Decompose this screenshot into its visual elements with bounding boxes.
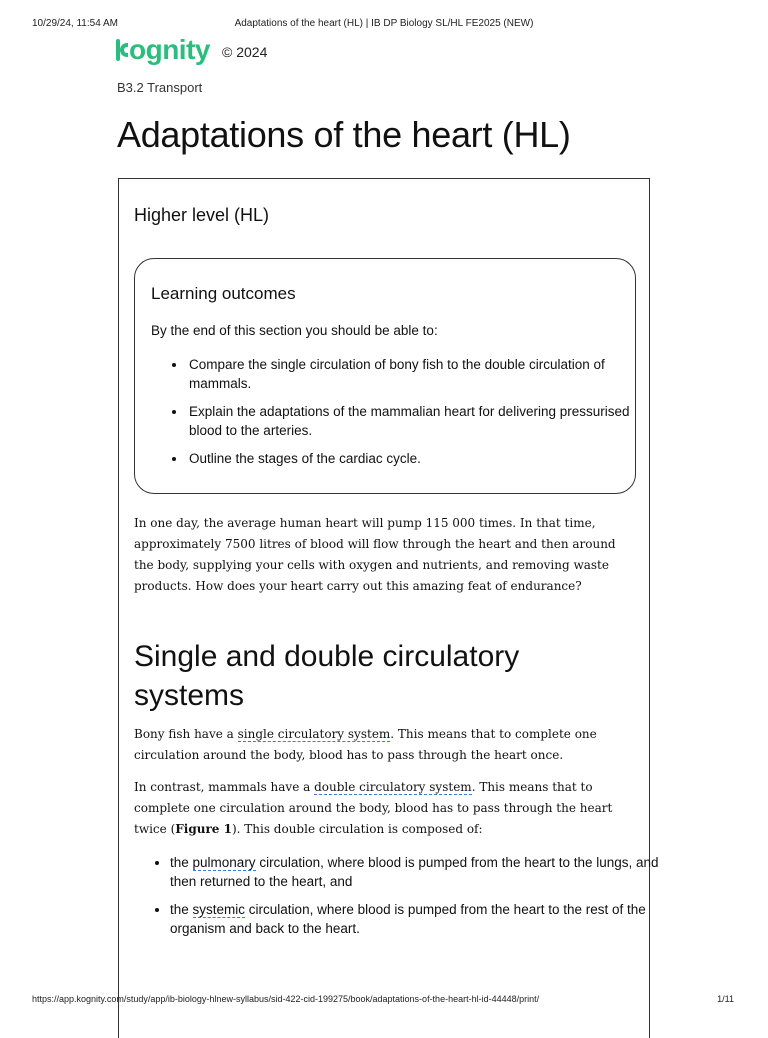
paragraph-double-circulation [134, 777, 639, 840]
kognity-k-icon [116, 37, 128, 63]
learning-outcome-item: • Compare the single circulation of bony fish to the double circulation of mammals. [187, 355, 647, 393]
print-url: https://app.kognity.com/study/app/ib-biology-hlnew-syllabus/sid-422-cid-199275/book/adaptations-of-the-heart-hl-id-44448/print/ [32, 994, 540, 1004]
learning-outcome-item: • Explain the adaptations of the mammalian heart for delivering pressurised blood to the arteries. [187, 402, 647, 440]
kognity-logo[interactable] [116, 34, 210, 66]
page-title: Adaptations of the heart (HL) [117, 114, 571, 155]
brand-row [116, 34, 267, 66]
circulation-list [134, 853, 660, 947]
paragraph-single-circulation [134, 724, 639, 766]
learning-outcome-item: • Outline the stages of the cardiac cycle. [187, 449, 647, 468]
learning-outcomes-intro: By the end of this section you should be able to: [151, 323, 438, 338]
logo-text: ognity [129, 34, 210, 65]
text-run: ). This double circulation is composed of: [231, 822, 483, 836]
print-datetime: 10/29/24, 11:54 AM [32, 18, 118, 29]
content-box [118, 178, 659, 1038]
print-doc-title: Adaptations of the heart (HL) | IB DP Biology SL/HL FE2025 (NEW) [234, 18, 534, 29]
glossary-term-single-circulatory-system[interactable]: single circulatory system [237, 727, 391, 741]
level-heading: Higher level (HL) [134, 205, 270, 225]
text-run: the [170, 902, 193, 917]
text-run: Bony fish have a [134, 727, 238, 741]
learning-outcomes-title: Learning outcomes [151, 284, 296, 303]
copyright: © 2024 [222, 44, 268, 60]
glossary-term-double-circulatory-system[interactable]: double circulatory system [314, 780, 472, 794]
text-run: In contrast, mammals have a [134, 780, 315, 794]
figure-reference[interactable]: Figure 1 [175, 822, 232, 836]
list-item-systemic [170, 900, 660, 938]
text-run: circulation, where blood is pumped from the heart to the rest of the organism and back to the heart. [170, 902, 646, 936]
glossary-term-pulmonary[interactable]: pulmonary [192, 855, 256, 870]
glossary-term-systemic[interactable]: systemic [192, 902, 246, 917]
text-run: the [170, 855, 193, 870]
list-item-pulmonary [170, 853, 660, 891]
learning-outcomes-list [151, 355, 647, 477]
page-number: 1/11 [717, 994, 734, 1004]
breadcrumb[interactable]: B3.2 Transport [117, 80, 203, 95]
text-run: . This means that to complete one circulation around the body, blood has to pass through the heart once. [134, 727, 597, 762]
section-heading: Single and double circulatory systems [134, 640, 520, 712]
text-run: . This means that to complete one circulation around the body, blood has to pass through the heart twice ( [134, 780, 613, 836]
intro-paragraph: In one day, the average human heart will pump 115 000 times. In that time, approximately 7500 litres of blood will flow through the heart and then around the body, supplying your cells with oxygen and nutrients, and removing waste products. How does your heart carry out this amazing feat of endurance? [134, 516, 616, 593]
learning-outcomes-card [134, 258, 636, 494]
text-run: circulation, where blood is pumped from the heart to the lungs, and then returned to the heart, and [170, 855, 659, 889]
